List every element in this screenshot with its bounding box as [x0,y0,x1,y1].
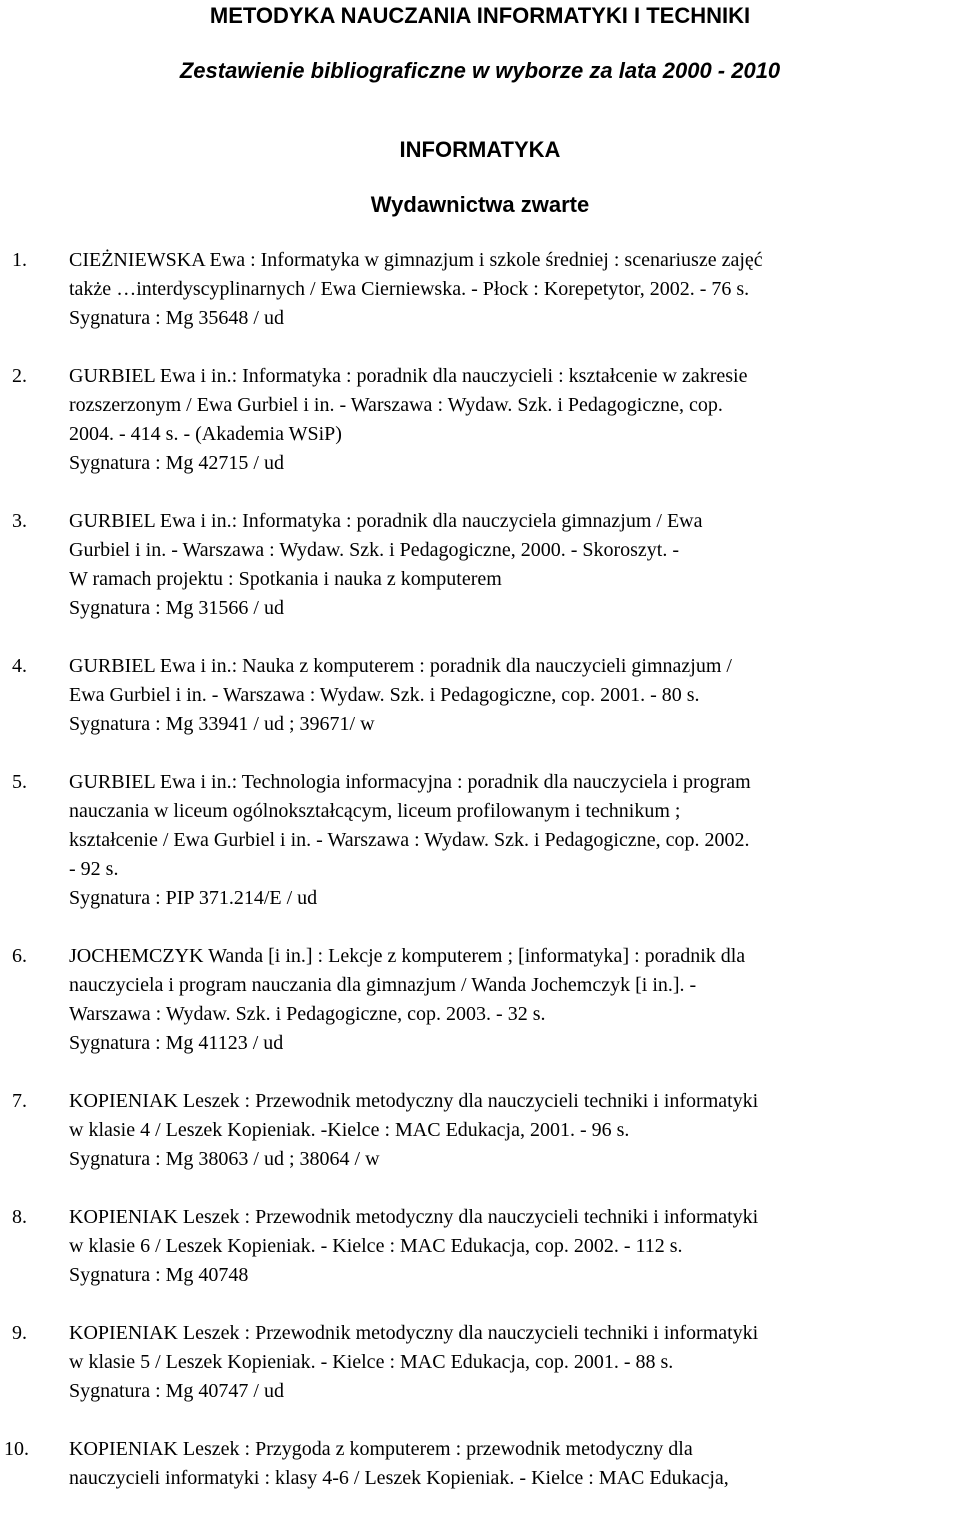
entry-line: Sygnatura : Mg 35648 / ud [69,307,284,329]
bibliography-entry [0,1435,960,1493]
entry-line: GURBIEL Ewa i in.: Informatyka : poradnik dla nauczyciela gimnazjum / Ewa [69,510,703,532]
entry-number: 8. [12,1206,27,1228]
entry-line: Gurbiel i in. - Warszawa : Wydaw. Szk. i Pedagogiczne, 2000. - Skoroszyt. - [69,539,680,561]
section-heading: INFORMATYKA [399,137,561,162]
entry-line: Sygnatura : Mg 40747 / ud [69,1380,284,1402]
entry-line: nauczania w liceum ogólnokształcącym, liceum profilowanym i technikum ; [69,800,681,822]
entry-line: w klasie 4 / Leszek Kopieniak. -Kielce : MAC Edukacja, 2001. - 96 s. [69,1119,630,1141]
entry-line: - 92 s. [69,858,119,880]
entry-line: Sygnatura : Mg 33941 / ud ; 39671/ w [69,713,375,735]
entry-line: kształcenie / Ewa Gurbiel i in. - Warszawa : Wydaw. Szk. i Pedagogiczne, cop. 2002. [69,829,750,851]
entry-number: 2. [12,365,27,387]
entry-line: Sygnatura : Mg 42715 / ud [69,452,284,474]
entry-line: Warszawa : Wydaw. Szk. i Pedagogiczne, cop. 2003. - 32 s. [69,1003,546,1025]
entry-line: rozszerzonym / Ewa Gurbiel i in. - Warszawa : Wydaw. Szk. i Pedagogiczne, cop. [69,394,723,416]
entry-number: 10. [4,1438,29,1460]
entry-line: nauczyciela i program nauczania dla gimnazjum / Wanda Jochemczyk [i in.]. - [69,974,697,996]
bibliography-entry [0,507,960,623]
entry-line: Sygnatura : Mg 40748 [69,1264,249,1286]
entry-number: 6. [12,945,27,967]
entry-line: Sygnatura : Mg 38063 / ud ; 38064 / w [69,1148,380,1170]
entry-number: 4. [12,655,27,677]
entry-number: 9. [12,1322,27,1344]
bibliography-entry [0,362,960,478]
entry-line: Ewa Gurbiel i in. - Warszawa : Wydaw. Szk. i Pedagogiczne, cop. 2001. - 80 s. [69,684,700,706]
bibliography-entry [0,1203,960,1290]
entry-line: także …interdyscyplinarnych / Ewa Cierniewska. - Płock : Korepetytor, 2002. - 76 s. [69,278,750,300]
bibliography-entry [0,652,960,739]
entry-line: GURBIEL Ewa i in.: Nauka z komputerem : poradnik dla nauczycieli gimnazjum / [69,655,732,677]
entry-line: w klasie 5 / Leszek Kopieniak. - Kielce : MAC Edukacja, cop. 2001. - 88 s. [69,1351,674,1373]
subsection-heading: Wydawnictwa zwarte [370,192,590,217]
entry-number: 5. [12,771,27,793]
entry-number: 1. [12,249,27,271]
bibliography-entry [0,246,960,333]
bibliography-entry [0,768,960,913]
bibliography-entry [0,1319,960,1406]
entry-line: KOPIENIAK Leszek : Przewodnik metodyczny dla nauczycieli techniki i informatyki [69,1322,759,1344]
entry-line: KOPIENIAK Leszek : Przewodnik metodyczny dla nauczycieli techniki i informatyki [69,1206,759,1228]
entry-number: 3. [12,510,27,532]
entry-line: CIEŻNIEWSKA Ewa : Informatyka w gimnazjum i szkole średniej : scenariusze zajęć [69,249,763,271]
bibliography-entry [0,1087,960,1174]
entry-line: GURBIEL Ewa i in.: Informatyka : poradnik dla nauczycieli : kształcenie w zakresie [69,365,748,387]
entry-line: W ramach projektu : Spotkania i nauka z komputerem [69,568,502,590]
entry-line: Sygnatura : PIP 371.214/E / ud [69,887,318,909]
document-subtitle: Zestawienie bibliograficzne w wyborze za lata 2000 - 2010 [179,58,781,83]
document-title: METODYKA NAUCZANIA INFORMATYKI I TECHNIKI [209,3,751,28]
entry-line: KOPIENIAK Leszek : Przewodnik metodyczny dla nauczycieli techniki i informatyki [69,1090,759,1112]
entry-line: Sygnatura : Mg 31566 / ud [69,597,284,619]
entry-line: nauczycieli informatyki : klasy 4-6 / Leszek Kopieniak. - Kielce : MAC Edukacja, [69,1467,729,1489]
entry-line: 2004. - 414 s. - (Akademia WSiP) [69,423,342,445]
entry-line: KOPIENIAK Leszek : Przygoda z komputerem : przewodnik metodyczny dla [69,1438,693,1460]
entry-line: GURBIEL Ewa i in.: Technologia informacyjna : poradnik dla nauczyciela i program [69,771,751,793]
entry-line: Sygnatura : Mg 41123 / ud [69,1032,284,1054]
entry-number: 7. [12,1090,27,1112]
bibliography-entry [0,942,960,1058]
bibliography-list [0,246,960,1522]
entry-line: JOCHEMCZYK Wanda [i in.] : Lekcje z komputerem ; [informatyka] : poradnik dla [69,945,746,967]
entry-line: w klasie 6 / Leszek Kopieniak. - Kielce : MAC Edukacja, cop. 2002. - 112 s. [69,1235,683,1257]
